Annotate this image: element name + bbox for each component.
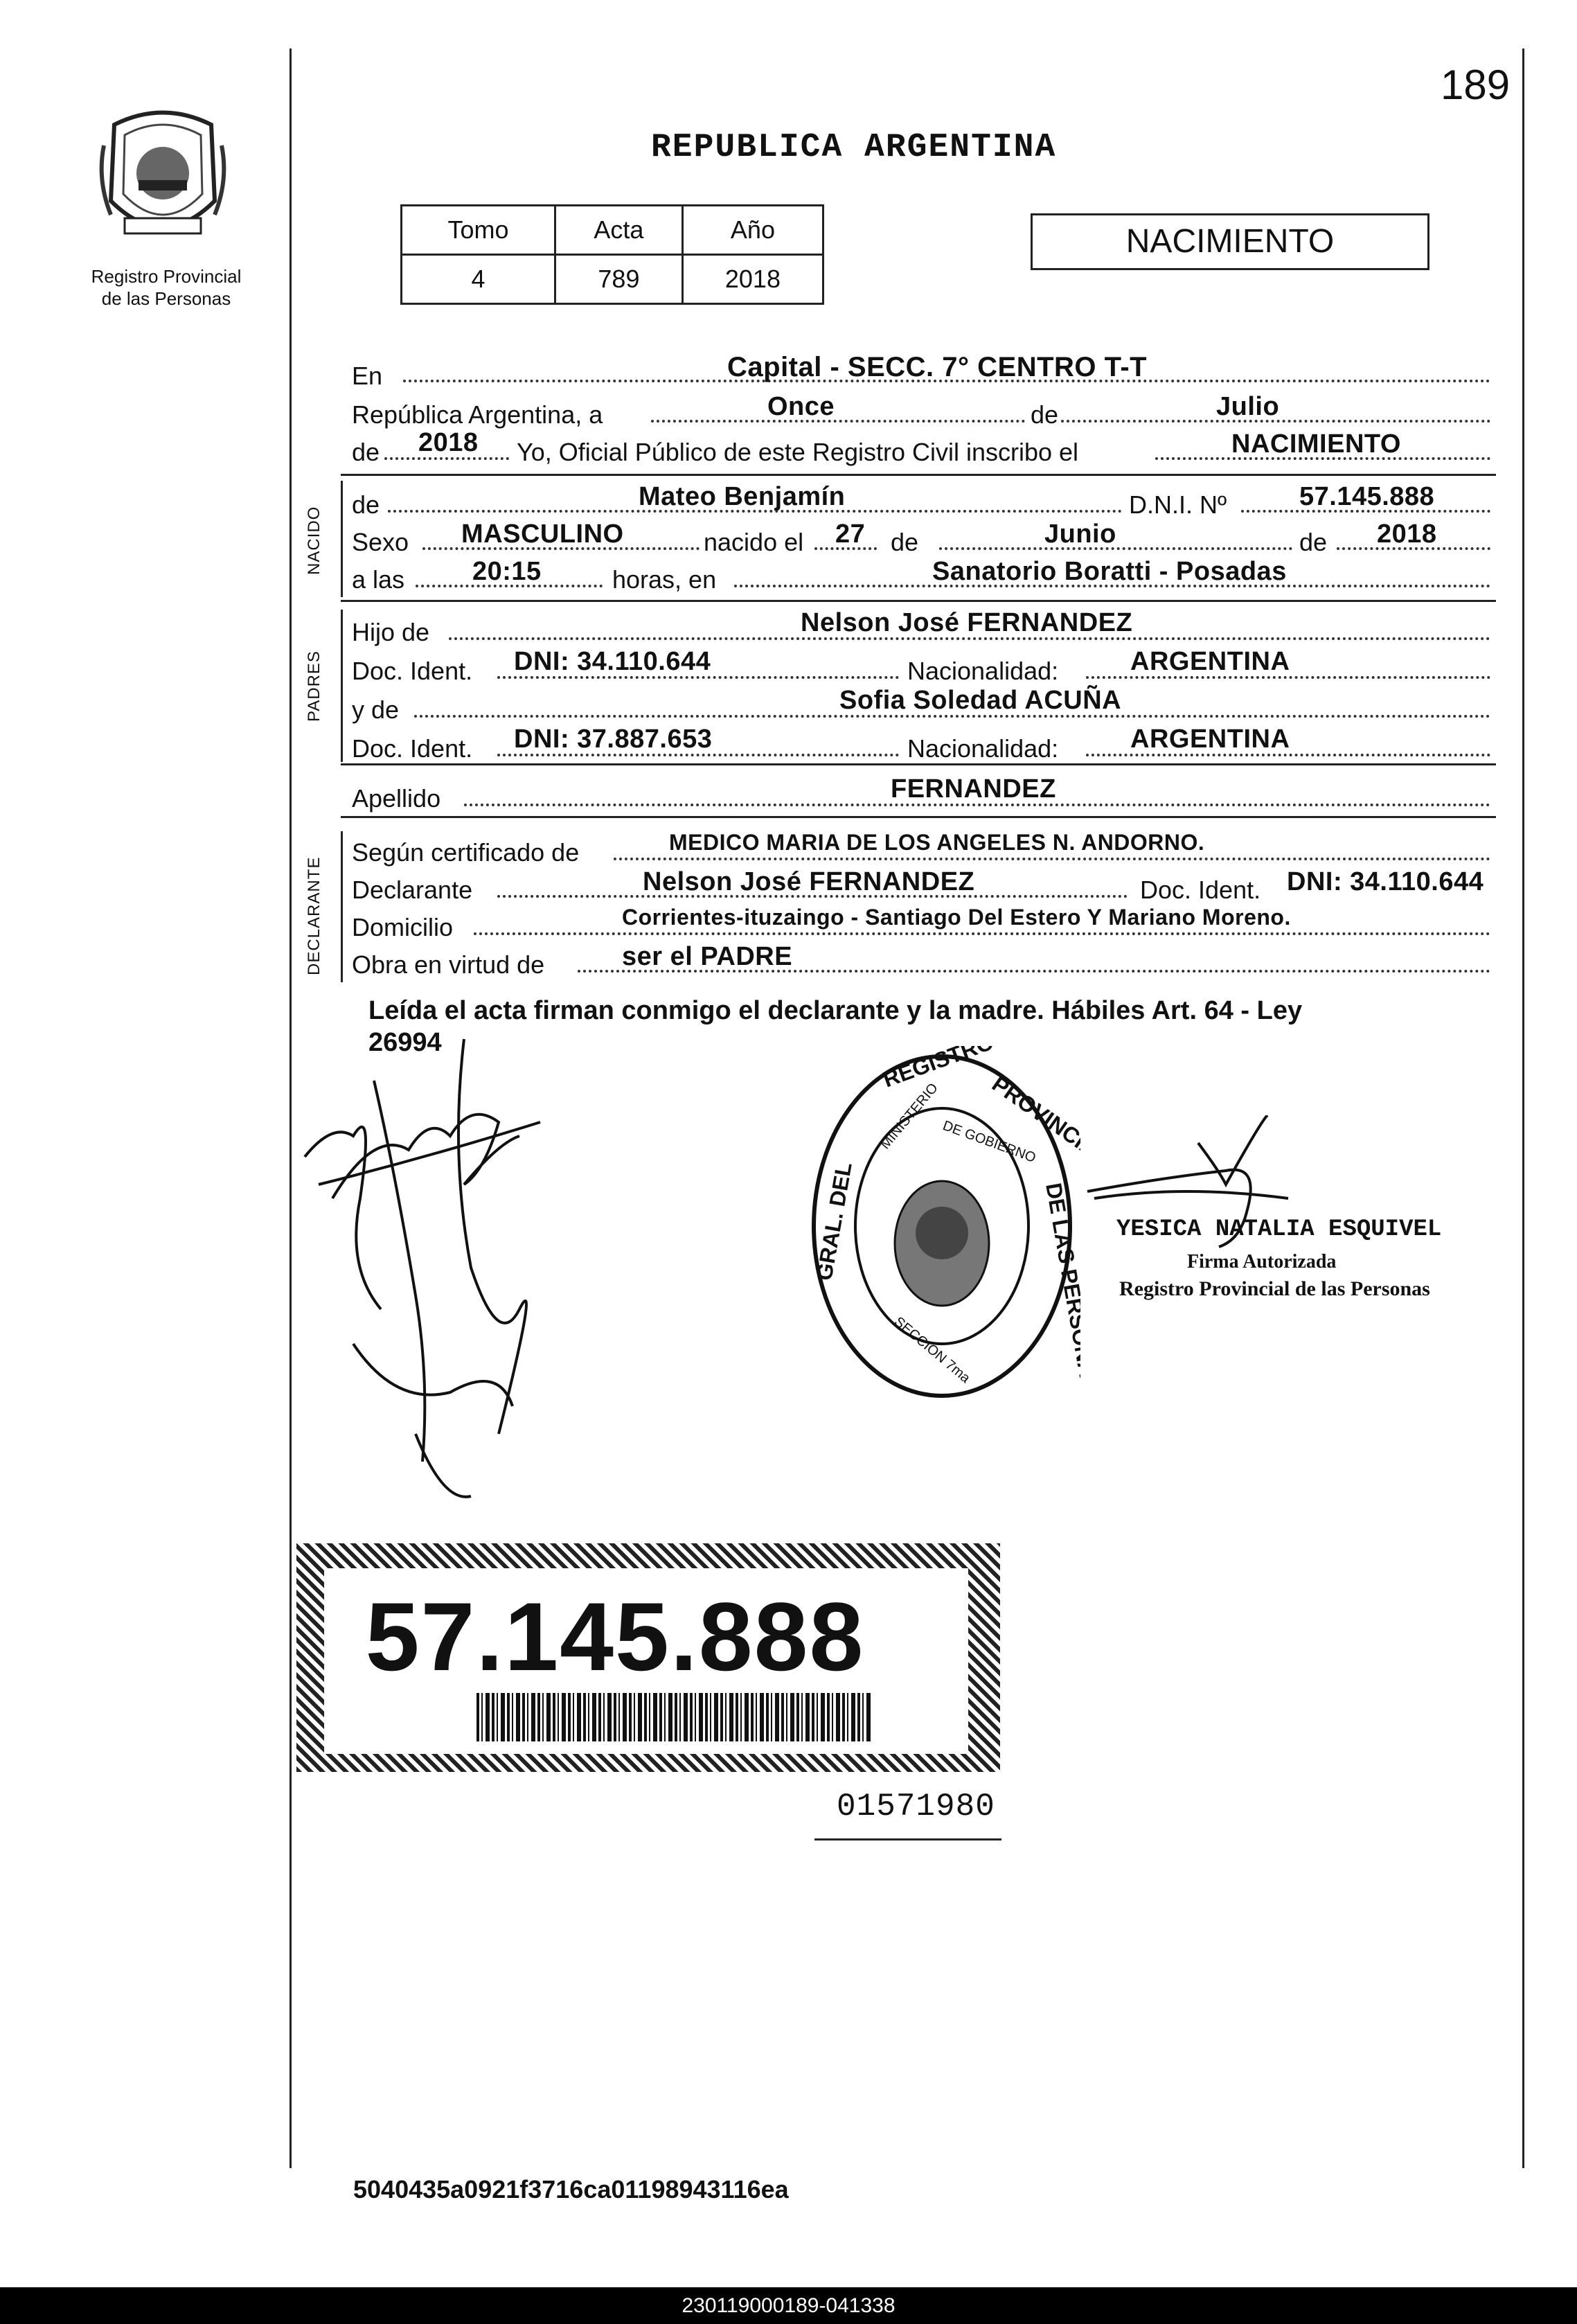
page-number: 189	[1441, 62, 1511, 108]
official-stamp	[803, 1046, 1080, 1406]
footer-id: 230119000189-041338	[681, 2294, 896, 2317]
svg-text:GRAL. DEL: GRAL. DEL	[811, 1160, 857, 1283]
father-doc: DNI: 34.110.644	[514, 647, 711, 676]
divider-4	[341, 816, 1496, 818]
yo-oficial-label: Yo, Oficial Público de este Registro Civil inscribo el	[517, 438, 1079, 466]
official-role: Firma Autorizada	[1187, 1251, 1337, 1272]
domicilio-value: Corrientes-ituzaingo - Santiago Del Estero Y Mariano Moreno.	[622, 905, 1291, 930]
closing-line-1: Leída el acta firman conmigo el declarante y la madre. Hábiles Art. 64 - Ley	[368, 996, 1303, 1025]
day-value: Once	[767, 392, 835, 421]
official-name: YESICA NATALIA ESQUIVEL	[1116, 1216, 1442, 1243]
dni-label: D.N.I. Nº	[1129, 490, 1227, 519]
tomo-value: 4	[402, 255, 555, 304]
record-table	[400, 204, 824, 305]
apellido-label: Apellido	[352, 784, 441, 813]
year-value: 2018	[418, 428, 479, 457]
sexo-value: MASCULINO	[461, 520, 624, 549]
nacido-section-label: NACIDO	[305, 506, 323, 575]
col-header-anio: Año	[682, 206, 823, 255]
serial-underline	[814, 1838, 1001, 1840]
dom-dots	[474, 932, 1490, 935]
domicilio-label: Domicilio	[352, 913, 454, 941]
year-de-label: de	[352, 438, 380, 466]
province-seal-logo	[97, 104, 229, 256]
svg-text:REGISTRO: REGISTRO	[880, 1046, 997, 1092]
cert-value: MEDICO MARIA DE LOS ANGELES N. ANDORNO.	[669, 830, 1205, 855]
en-value: Capital - SECC. 7° CENTRO T-T	[727, 352, 1148, 382]
declarante-label: Declarante	[352, 876, 473, 904]
father-nationality: ARGENTINA	[1130, 647, 1290, 676]
apellido-value: FERNANDEZ	[891, 774, 1056, 804]
record-type-label: NACIMIENTO	[1125, 223, 1335, 260]
closing-line-2: 26994	[368, 1028, 442, 1057]
record-type-box	[1031, 213, 1429, 270]
birth-year: 2018	[1377, 520, 1437, 549]
hijo-de-label: Hijo de	[352, 618, 430, 646]
nacido-de-label: de	[352, 490, 380, 519]
decl-doc-label: Doc. Ident.	[1140, 876, 1261, 904]
barcode-label	[296, 1543, 1000, 1772]
mother-nationality: ARGENTINA	[1130, 725, 1290, 754]
footer-bar	[0, 2287, 1577, 2324]
nacionalidad-2-label: Nacionalidad:	[907, 734, 1059, 763]
birth-month: Junio	[1044, 520, 1116, 549]
nacido-bracket	[341, 481, 343, 597]
svg-text:SECCION 7ma: SECCION 7ma	[891, 1313, 973, 1386]
divider-3	[341, 763, 1496, 765]
mother-name: Sofia Soledad ACUÑA	[839, 686, 1122, 715]
sexo-label: Sexo	[352, 528, 409, 556]
right-margin-line	[1522, 48, 1524, 2168]
day-dots	[651, 420, 1025, 423]
declarante-section-label: DECLARANTE	[305, 856, 323, 975]
barcode-number: 57.145.888	[365, 1582, 865, 1691]
mother-doc: DNI: 37.887.653	[514, 725, 713, 754]
col-header-acta: Acta	[555, 206, 683, 255]
month-value: Julio	[1216, 392, 1280, 421]
doc-ident-2-label: Doc. Ident.	[352, 734, 473, 763]
declarante-doc: DNI: 34.110.644	[1287, 867, 1484, 896]
doc-ident-1-label: Doc. Ident.	[352, 657, 473, 685]
col-header-tomo: Tomo	[402, 206, 555, 255]
child-dni: 57.145.888	[1299, 482, 1435, 511]
nacido-de-label-3: de	[1299, 528, 1328, 556]
nacido-de-label-2: de	[891, 528, 919, 556]
cert-dots	[614, 858, 1490, 860]
y-de-label: y de	[352, 695, 400, 724]
barcode-inner	[324, 1568, 968, 1754]
document-title: REPUBLICA ARGENTINA	[651, 129, 1057, 166]
obra-label: Obra en virtud de	[352, 950, 545, 979]
republica-label: República Argentina, a	[352, 400, 603, 429]
registry-caption-1: Registro Provincial	[91, 266, 242, 287]
serial-number: 01571980	[837, 1789, 995, 1825]
svg-text:DE GOBIERNO: DE GOBIERNO	[941, 1118, 1038, 1166]
padres-bracket	[341, 610, 343, 762]
de-label-1: de	[1031, 400, 1059, 429]
nacionalidad-1-label: Nacionalidad:	[907, 657, 1059, 685]
type-value: NACIMIENTO	[1231, 429, 1401, 459]
birth-day: 27	[835, 520, 866, 549]
obra-value: ser el PADRE	[622, 942, 793, 971]
nacido-el-label: nacido el	[704, 528, 804, 556]
anio-value: 2018	[682, 255, 823, 304]
svg-text:MINISTERIO: MINISTERIO	[877, 1080, 941, 1153]
a-las-label: a las	[352, 565, 405, 594]
birth-place: Sanatorio Boratti - Posadas	[932, 557, 1287, 586]
acta-value: 789	[555, 255, 683, 304]
birth-time: 20:15	[472, 557, 542, 586]
svg-text:DE LAS PERSONAS: DE LAS PERSONAS	[1041, 1180, 1080, 1394]
father-name: Nelson José FERNANDEZ	[801, 608, 1133, 637]
child-name: Mateo Benjamín	[639, 482, 846, 511]
divider-2	[341, 600, 1496, 602]
declarante-bracket	[341, 831, 343, 982]
horas-en-label: horas, en	[612, 565, 717, 594]
declarante-name: Nelson José FERNANDEZ	[643, 867, 975, 896]
declarant-signature	[291, 1018, 568, 1517]
svg-text:PROVINCIAL: PROVINCIAL	[987, 1071, 1080, 1170]
padres-section-label: PADRES	[305, 650, 323, 722]
document-hash: 5040435a0921f3716ca01198943116ea	[353, 2175, 789, 2203]
en-label: En	[352, 362, 383, 390]
barcode-bars	[476, 1693, 871, 1741]
registry-caption-2: de las Personas	[101, 288, 231, 309]
segun-cert-label: Según certificado de	[352, 838, 580, 867]
official-org: Registro Provincial de las Personas	[1119, 1277, 1430, 1300]
divider-1	[341, 474, 1496, 476]
